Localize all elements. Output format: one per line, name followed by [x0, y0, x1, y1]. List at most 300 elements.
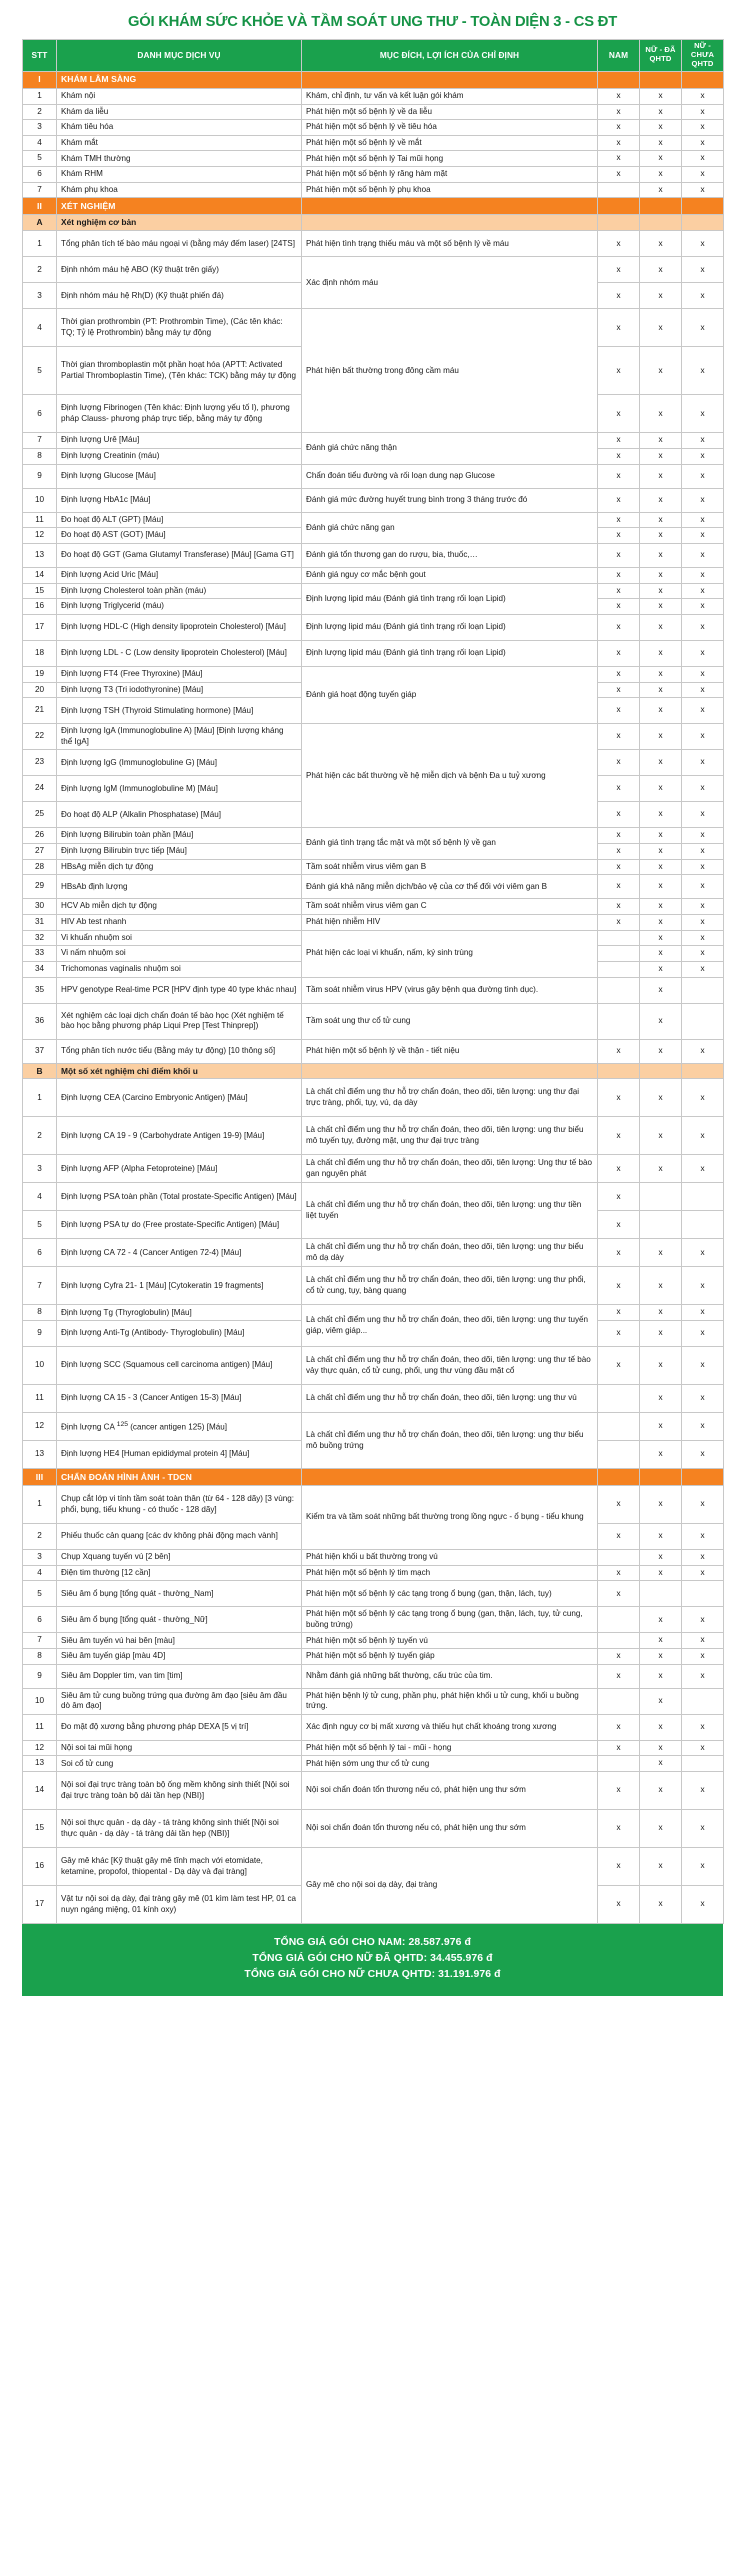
mark-cell-female-not: x [682, 1633, 724, 1649]
row-number: 36 [23, 1003, 57, 1039]
mark-cell-female-had: x [640, 1305, 682, 1321]
mark-cell-female-had: x [640, 724, 682, 750]
row-number: 28 [23, 859, 57, 875]
mark-cell-female-not: x [682, 614, 724, 640]
mark-cell-female-had: x [640, 1565, 682, 1581]
row-number: 37 [23, 1039, 57, 1063]
row-number: 2 [23, 1117, 57, 1155]
service-purpose: Phát hiện một số bệnh lý tuyến giáp [302, 1649, 598, 1665]
table-row [23, 899, 724, 915]
row-number: 10 [23, 488, 57, 512]
mark-cell-female-had: x [640, 614, 682, 640]
section-spacer-cell [302, 1063, 598, 1079]
mark-cell-male [598, 1688, 640, 1714]
service-purpose: Là chất chỉ điểm ung thư hỗ trợ chẩn đoán, theo dõi, tiên lượng: Ung thư tế bào gan nguyên phát [302, 1155, 598, 1183]
service-name: Định lượng Creatinin (máu) [57, 449, 302, 465]
row-number: 27 [23, 843, 57, 859]
mark-cell-male: x [598, 544, 640, 568]
mark-cell-male: x [598, 1211, 640, 1239]
service-name: Định lượng IgM (Immunoglobuline M) [Máu] [57, 776, 302, 802]
mark-cell-female-had: x [640, 1633, 682, 1649]
mark-cell-female-not: x [682, 914, 724, 930]
mark-cell-female-not: x [682, 1565, 724, 1581]
mark-cell-male: x [598, 1267, 640, 1305]
column-header-purpose: MỤC ĐÍCH, LỢI ÍCH CỦA CHỈ ĐỊNH [302, 40, 598, 72]
service-purpose: Là chất chỉ điểm ung thư hỗ trợ chẩn đoán, theo dõi, tiên lượng: ung thư tiền liệt tuyến [302, 1183, 598, 1239]
row-number: 7 [23, 433, 57, 449]
row-number: 5 [23, 1211, 57, 1239]
service-purpose: Đánh giá nguy cơ mắc bệnh gout [302, 568, 598, 584]
mark-cell-female-had: x [640, 1524, 682, 1550]
mark-cell-female-not: x [682, 682, 724, 698]
mark-cell-female-had [640, 1183, 682, 1211]
table-row [23, 1267, 724, 1305]
table-row [23, 724, 724, 750]
mark-cell-male [598, 1550, 640, 1566]
section-label: KHÁM LÂM SÀNG [57, 71, 302, 88]
mark-cell-female-not: x [682, 1239, 724, 1267]
mark-cell-male: x [598, 859, 640, 875]
table-row [23, 104, 724, 120]
service-purpose: Là chất chỉ điểm ung thư hỗ trợ chẩn đoán, theo dõi, tiên lượng: ung thư phổi, cổ tử cung, tụy, bàng quang [302, 1267, 598, 1305]
service-purpose: Là chất chỉ điểm ung thư hỗ trợ chẩn đoán, theo dõi, tiên lượng: ung thư tế bào vảy thực quản, cổ tử cung, phổi, ung thư vùng đầu mặt cổ [302, 1347, 598, 1385]
service-name: Định lượng Bilirubin toàn phần [Máu] [57, 828, 302, 844]
table-row [23, 1848, 724, 1886]
row-number: 13 [23, 544, 57, 568]
mark-cell-male: x [598, 1321, 640, 1347]
row-number: 5 [23, 347, 57, 395]
mark-cell-female-had: x [640, 182, 682, 198]
row-number: 10 [23, 1347, 57, 1385]
service-purpose: Phát hiện một số bệnh lý về tiêu hóa [302, 120, 598, 136]
section-label: XÉT NGHIỆM [57, 198, 302, 215]
mark-cell-female-not: x [682, 1886, 724, 1924]
service-purpose: Nội soi chẩn đoán tổn thương nếu có, phát hiện ung thư sớm [302, 1810, 598, 1848]
mark-cell-female-had: x [640, 120, 682, 136]
mark-cell-female-not [682, 977, 724, 1003]
mark-cell-male [598, 1633, 640, 1649]
section-spacer-cell [302, 1469, 598, 1486]
service-name: Vật tư nội soi dạ dày, đại tràng gây mê (01 kìm làm test HP, 01 ca nuyn ngáng miệng, 01 kính oxy) [57, 1886, 302, 1924]
row-number: 14 [23, 1772, 57, 1810]
row-number: 34 [23, 961, 57, 977]
service-purpose: Phát hiện bất thường trong đông cầm máu [302, 309, 598, 433]
row-number: 29 [23, 875, 57, 899]
table-row [23, 1581, 724, 1607]
service-name: Định lượng TSH (Thyroid Stimulating hormone) [Máu] [57, 698, 302, 724]
table-row [23, 914, 724, 930]
mark-cell-male [598, 961, 640, 977]
service-name: HIV Ab test nhanh [57, 914, 302, 930]
service-name: Định lượng HDL-C (High density lipoprotein Cholesterol) [Máu] [57, 614, 302, 640]
service-name: Khám TMH thường [57, 151, 302, 167]
mark-cell-male: x [598, 682, 640, 698]
service-purpose: Phát hiện một số bệnh lý về thận - tiết niệu [302, 1039, 598, 1063]
service-name: Định lượng PSA toàn phần (Total prostate-Specific Antigen) [Máu] [57, 1183, 302, 1211]
mark-cell-female-not: x [682, 946, 724, 962]
column-header-service: DANH MỤC DỊCH VỤ [57, 40, 302, 72]
service-purpose: Là chất chỉ điểm ung thư hỗ trợ chẩn đoán, theo dõi, tiên lượng: ung thư biểu mô dạ dày [302, 1239, 598, 1267]
header-row [23, 40, 724, 72]
mark-cell-female-had: x [640, 151, 682, 167]
mark-cell-female-had: x [640, 1321, 682, 1347]
service-purpose: Kiểm tra và tầm soát những bất thường trong lồng ngực - ổ bụng - tiểu khung [302, 1486, 598, 1550]
row-number: 1 [23, 231, 57, 257]
mark-cell-female-had: x [640, 640, 682, 666]
mark-cell-female-not: x [682, 231, 724, 257]
row-number: 12 [23, 1413, 57, 1441]
service-name: Trichomonas vaginalis nhuộm soi [57, 961, 302, 977]
row-number: 14 [23, 568, 57, 584]
mark-cell-male: x [598, 283, 640, 309]
table-body [23, 71, 724, 1923]
mark-cell-female-not: x [682, 1772, 724, 1810]
mark-cell-female-had: x [640, 1267, 682, 1305]
service-name: Định lượng CEA (Carcino Embryonic Antigen) [Máu] [57, 1079, 302, 1117]
mark-cell-female-not: x [682, 666, 724, 682]
row-number: 32 [23, 930, 57, 946]
mark-cell-male: x [598, 1664, 640, 1688]
mark-cell-female-not [682, 1756, 724, 1772]
table-row [23, 1183, 724, 1211]
mark-cell-female-had: x [640, 914, 682, 930]
section-spacer-cell [598, 71, 640, 88]
mark-cell-female-had: x [640, 666, 682, 682]
mark-cell-female-not [682, 1581, 724, 1607]
service-name: Định lượng AFP (Alpha Fetoproteine) [Máu] [57, 1155, 302, 1183]
row-number: 11 [23, 1714, 57, 1740]
mark-cell-female-not: x [682, 528, 724, 544]
service-purpose: Phát hiện một số bệnh lý Tai mũi họng [302, 151, 598, 167]
mark-cell-male: x [598, 1740, 640, 1756]
service-name: Nội soi đại trực tràng toàn bộ ống mềm không sinh thiết [Nội soi đại trực tràng toàn bộ dải tần hẹp (NBI)] [57, 1772, 302, 1810]
service-purpose: Phát hiện một số bệnh lý về da liễu [302, 104, 598, 120]
row-number: 3 [23, 283, 57, 309]
mark-cell-male: x [598, 1117, 640, 1155]
mark-cell-male: x [598, 843, 640, 859]
table-row [23, 88, 724, 104]
service-purpose: Đánh giá khả năng miễn dịch/bảo vệ của cơ thể đối với viêm gan B [302, 875, 598, 899]
mark-cell-female-had: x [640, 859, 682, 875]
mark-cell-female-not: x [682, 1649, 724, 1665]
service-name: Đo hoạt độ ALT (GPT) [Máu] [57, 512, 302, 528]
section-index: B [23, 1063, 57, 1079]
row-number: 6 [23, 167, 57, 183]
mark-cell-female-not: x [682, 1305, 724, 1321]
row-number: 25 [23, 802, 57, 828]
service-purpose: Phát hiện một số bệnh lý phụ khoa [302, 182, 598, 198]
mark-cell-male: x [598, 614, 640, 640]
mark-cell-female-not: x [682, 1810, 724, 1848]
service-purpose: Xác định nhóm máu [302, 257, 598, 309]
row-number: 17 [23, 1886, 57, 1924]
total-male: TỔNG GIÁ GÓI CHO NAM: 28.587.976 đ [274, 1937, 471, 1949]
mark-cell-female-had [640, 1581, 682, 1607]
row-number: 13 [23, 1756, 57, 1772]
row-number: 10 [23, 1688, 57, 1714]
row-number: 15 [23, 1810, 57, 1848]
service-name: Định lượng CA 19 - 9 (Carbohydrate Antigen 19-9) [Máu] [57, 1117, 302, 1155]
mark-cell-female-not: x [682, 433, 724, 449]
mark-cell-female-had: x [640, 1664, 682, 1688]
mark-cell-male: x [598, 750, 640, 776]
section-spacer-cell [682, 215, 724, 231]
service-purpose: Phát hiện một số bệnh lý tim mạch [302, 1565, 598, 1581]
row-number: 22 [23, 724, 57, 750]
mark-cell-female-not: x [682, 283, 724, 309]
mark-cell-female-had: x [640, 283, 682, 309]
mark-cell-female-not: x [682, 167, 724, 183]
mark-cell-female-had: x [640, 568, 682, 584]
row-number: 9 [23, 1321, 57, 1347]
service-name: Vi nấm nhuộm soi [57, 946, 302, 962]
mark-cell-female-had: x [640, 1649, 682, 1665]
section-index: I [23, 71, 57, 88]
mark-cell-female-had: x [640, 1756, 682, 1772]
mark-cell-male: x [598, 1155, 640, 1183]
table-row [23, 666, 724, 682]
mark-cell-female-had: x [640, 1413, 682, 1441]
service-purpose: Tầm soát nhiễm virus viêm gan C [302, 899, 598, 915]
mark-cell-male: x [598, 528, 640, 544]
mark-cell-female-not: x [682, 88, 724, 104]
service-package-table [22, 39, 724, 1924]
row-number: 1 [23, 88, 57, 104]
table-row [23, 1714, 724, 1740]
table-row [23, 167, 724, 183]
service-name: Tổng phân tích tế bào máu ngoại vi (bằng máy đếm laser) [24TS] [57, 231, 302, 257]
section-spacer-cell [302, 215, 598, 231]
mark-cell-male: x [598, 1810, 640, 1848]
section-index: III [23, 1469, 57, 1486]
service-name: Chụp cắt lớp vi tính tầm soát toàn thân (từ 64 - 128 dãy) [3 vùng: phổi, bụng, tiểu khung - có thuốc - 128 dãy] [57, 1486, 302, 1524]
section-spacer-cell [640, 1469, 682, 1486]
mark-cell-male [598, 977, 640, 1003]
mark-cell-male: x [598, 347, 640, 395]
table-row [23, 828, 724, 844]
section-row [23, 215, 724, 231]
service-name: Xét nghiệm các loại dịch chẩn đoán tế bào học (Xét nghiệm tế bào học bằng phương pháp Liqui Prep [Test Thinprep]) [57, 1003, 302, 1039]
service-name: Siêu âm tuyến giáp [màu 4D] [57, 1649, 302, 1665]
service-name: Khám tiêu hóa [57, 120, 302, 136]
mark-cell-female-not [682, 1003, 724, 1039]
table-row [23, 309, 724, 347]
mark-cell-female-not: x [682, 1117, 724, 1155]
row-number: 12 [23, 1740, 57, 1756]
service-purpose: Là chất chỉ điểm ung thư hỗ trợ chẩn đoán, theo dõi, tiên lượng: ung thư tuyến giáp, viêm giáp... [302, 1305, 598, 1347]
row-number: 16 [23, 599, 57, 615]
mark-cell-female-had: x [640, 1347, 682, 1385]
mark-cell-female-had: x [640, 544, 682, 568]
service-name: Định lượng SCC (Squamous cell carcinoma antigen) [Máu] [57, 1347, 302, 1385]
row-number: 4 [23, 1183, 57, 1211]
mark-cell-male: x [598, 1581, 640, 1607]
mark-cell-male [598, 1756, 640, 1772]
row-number: 4 [23, 1565, 57, 1581]
service-purpose: Tầm soát nhiễm virus HPV (virus gây bệnh qua đường tình dục). [302, 977, 598, 1003]
row-number: 21 [23, 698, 57, 724]
row-number: 8 [23, 449, 57, 465]
service-purpose: Phát hiện một số bệnh lý về mắt [302, 135, 598, 151]
totals-footer [22, 1924, 723, 1995]
table-row [23, 1003, 724, 1039]
mark-cell-female-not: x [682, 698, 724, 724]
table-row [23, 512, 724, 528]
row-number: 11 [23, 1385, 57, 1413]
section-spacer-cell [682, 71, 724, 88]
service-name: Gây mê khác [Kỹ thuật gây mê tĩnh mạch với etomidate, ketamine, propofol, thiopental - Dạ dày và đại tràng] [57, 1848, 302, 1886]
service-purpose: Phát hiện một số bệnh lý tai - mũi - họng [302, 1740, 598, 1756]
mark-cell-female-had: x [640, 1003, 682, 1039]
mark-cell-female-not [682, 1688, 724, 1714]
row-number: 23 [23, 750, 57, 776]
mark-cell-female-not: x [682, 1347, 724, 1385]
mark-cell-female-had: x [640, 875, 682, 899]
section-index: II [23, 198, 57, 215]
row-number: 9 [23, 464, 57, 488]
mark-cell-male: x [598, 1772, 640, 1810]
row-number: 20 [23, 682, 57, 698]
mark-cell-female-had: x [640, 488, 682, 512]
row-number: 7 [23, 182, 57, 198]
mark-cell-male: x [598, 309, 640, 347]
mark-cell-female-had: x [640, 135, 682, 151]
service-purpose: Phát hiện một số bệnh lý răng hàm mặt [302, 167, 598, 183]
row-number: 24 [23, 776, 57, 802]
mark-cell-male: x [598, 135, 640, 151]
service-name: Định lượng Anti-Tg (Antibody- Thyroglobulin) [Máu] [57, 1321, 302, 1347]
table-row [23, 1607, 724, 1633]
mark-cell-female-had: x [640, 464, 682, 488]
mark-cell-female-not: x [682, 257, 724, 283]
column-header-stt: STT [23, 40, 57, 72]
row-number: 2 [23, 104, 57, 120]
row-number: 6 [23, 1239, 57, 1267]
service-name: Khám mắt [57, 135, 302, 151]
mark-cell-female-not: x [682, 1441, 724, 1469]
mark-cell-male [598, 1003, 640, 1039]
table-row [23, 1664, 724, 1688]
table-row [23, 1688, 724, 1714]
service-name: Thời gian thromboplastin một phần hoạt hóa (APTT: Activated Partial Thromboplastin Time), (Tên khác: TCK) bằng máy tự động [57, 347, 302, 395]
mark-cell-female-not: x [682, 449, 724, 465]
mark-cell-female-had: x [640, 750, 682, 776]
service-purpose: Phát hiện bệnh lý tử cung, phần phụ, phát hiện khối u tử cung, khối u buồng trứng. [302, 1688, 598, 1714]
row-number: 16 [23, 1848, 57, 1886]
mark-cell-male: x [598, 698, 640, 724]
mark-cell-female-had: x [640, 776, 682, 802]
table-row [23, 977, 724, 1003]
table-row [23, 544, 724, 568]
mark-cell-female-not: x [682, 750, 724, 776]
mark-cell-female-not: x [682, 1413, 724, 1441]
service-purpose: Là chất chỉ điểm ung thư hỗ trợ chẩn đoán, theo dõi, tiên lượng: ung thư biểu mô tuyến tụy, đường mật, ung thư đại trực tràng [302, 1117, 598, 1155]
section-spacer-cell [598, 1469, 640, 1486]
mark-cell-female-not: x [682, 930, 724, 946]
mark-cell-female-had: x [640, 257, 682, 283]
service-name: Tổng phân tích nước tiểu (Bằng máy tự động) [10 thông số] [57, 1039, 302, 1063]
service-purpose: Xác định nguy cơ bị mất xương và thiếu hụt chất khoáng trong xương [302, 1714, 598, 1740]
section-row [23, 198, 724, 215]
row-number: 6 [23, 1607, 57, 1633]
mark-cell-female-not: x [682, 640, 724, 666]
row-number: 31 [23, 914, 57, 930]
mark-cell-female-had: x [640, 843, 682, 859]
mark-cell-female-had: x [640, 1714, 682, 1740]
service-name: Soi cổ tử cung [57, 1756, 302, 1772]
mark-cell-female-had: x [640, 1740, 682, 1756]
service-name: Siêu âm tử cung buồng trứng qua đường âm đạo [siêu âm đầu dò âm đạo] [57, 1688, 302, 1714]
table-row [23, 583, 724, 599]
table-row [23, 120, 724, 136]
section-row [23, 71, 724, 88]
section-spacer-cell [640, 1063, 682, 1079]
mark-cell-male: x [598, 1848, 640, 1886]
service-name: Khám phụ khoa [57, 182, 302, 198]
row-number: 4 [23, 309, 57, 347]
mark-cell-female-not: x [682, 899, 724, 915]
mark-cell-female-had: x [640, 528, 682, 544]
mark-cell-female-not: x [682, 724, 724, 750]
service-purpose: Đánh giá chức năng thận [302, 433, 598, 464]
mark-cell-female-had: x [640, 1155, 682, 1183]
service-name: Định lượng HbA1c [Máu] [57, 488, 302, 512]
row-number: 8 [23, 1649, 57, 1665]
row-number: 2 [23, 1524, 57, 1550]
table-row [23, 1413, 724, 1441]
section-spacer-cell [598, 1063, 640, 1079]
table-row [23, 135, 724, 151]
service-name: Đo hoạt độ GGT (Gama Glutamyl Transferase) [Máu] [Gama GT] [57, 544, 302, 568]
service-purpose: Chẩn đoán tiểu đường và rối loạn dung nạp Glucose [302, 464, 598, 488]
mark-cell-male: x [598, 449, 640, 465]
row-number: 13 [23, 1441, 57, 1469]
service-purpose: Là chất chỉ điểm ung thư hỗ trợ chẩn đoán, theo dõi, tiên lượng: ung thư biểu mô buồng trứng [302, 1413, 598, 1469]
section-spacer-cell [640, 215, 682, 231]
service-purpose: Tầm soát nhiễm virus viêm gan B [302, 859, 598, 875]
mark-cell-female-not: x [682, 599, 724, 615]
service-purpose: Là chất chỉ điểm ung thư hỗ trợ chẩn đoán, theo dõi, tiên lượng: ung thư đại trực tràng, phổi, tụy, vú, dạ dày [302, 1079, 598, 1117]
column-header-female-not: NỮ - CHƯA QHTD [682, 40, 724, 72]
mark-cell-male: x [598, 167, 640, 183]
section-row [23, 1063, 724, 1079]
service-name: Khám RHM [57, 167, 302, 183]
total-female-had: TỔNG GIÁ GÓI CHO NỮ ĐÃ QHTD: 34.455.976 đ [252, 1953, 493, 1965]
mark-cell-female-not: x [682, 843, 724, 859]
service-name: Định lượng Triglycerid (máu) [57, 599, 302, 615]
mark-cell-female-had: x [640, 1886, 682, 1924]
mark-cell-female-had: x [640, 167, 682, 183]
service-purpose: Đánh giá hoạt động tuyến giáp [302, 666, 598, 723]
row-number: 11 [23, 512, 57, 528]
section-label: Một số xét nghiệm chỉ điểm khối u [57, 1063, 302, 1079]
mark-cell-female-had: x [640, 88, 682, 104]
service-purpose: Nội soi chẩn đoán tổn thương nếu có, phát hiện ung thư sớm [302, 1772, 598, 1810]
mark-cell-male: x [598, 395, 640, 433]
service-name: Định lượng IgA (Immunoglobuline A) [Máu] [Định lượng kháng thể IgA] [57, 724, 302, 750]
section-spacer-cell [682, 198, 724, 215]
mark-cell-female-not: x [682, 828, 724, 844]
mark-cell-male: x [598, 1565, 640, 1581]
mark-cell-female-not: x [682, 309, 724, 347]
mark-cell-female-had: x [640, 1810, 682, 1848]
service-purpose: Khám, chỉ định, tư vấn và kết luận gói khám [302, 88, 598, 104]
service-purpose: Phát hiện khối u bất thường trong vú [302, 1550, 598, 1566]
mark-cell-female-had: x [640, 1607, 682, 1633]
service-purpose: Phát hiện các loại vi khuẩn, nấm, ký sinh trùng [302, 930, 598, 977]
mark-cell-female-not: x [682, 135, 724, 151]
mark-cell-female-not: x [682, 1385, 724, 1413]
